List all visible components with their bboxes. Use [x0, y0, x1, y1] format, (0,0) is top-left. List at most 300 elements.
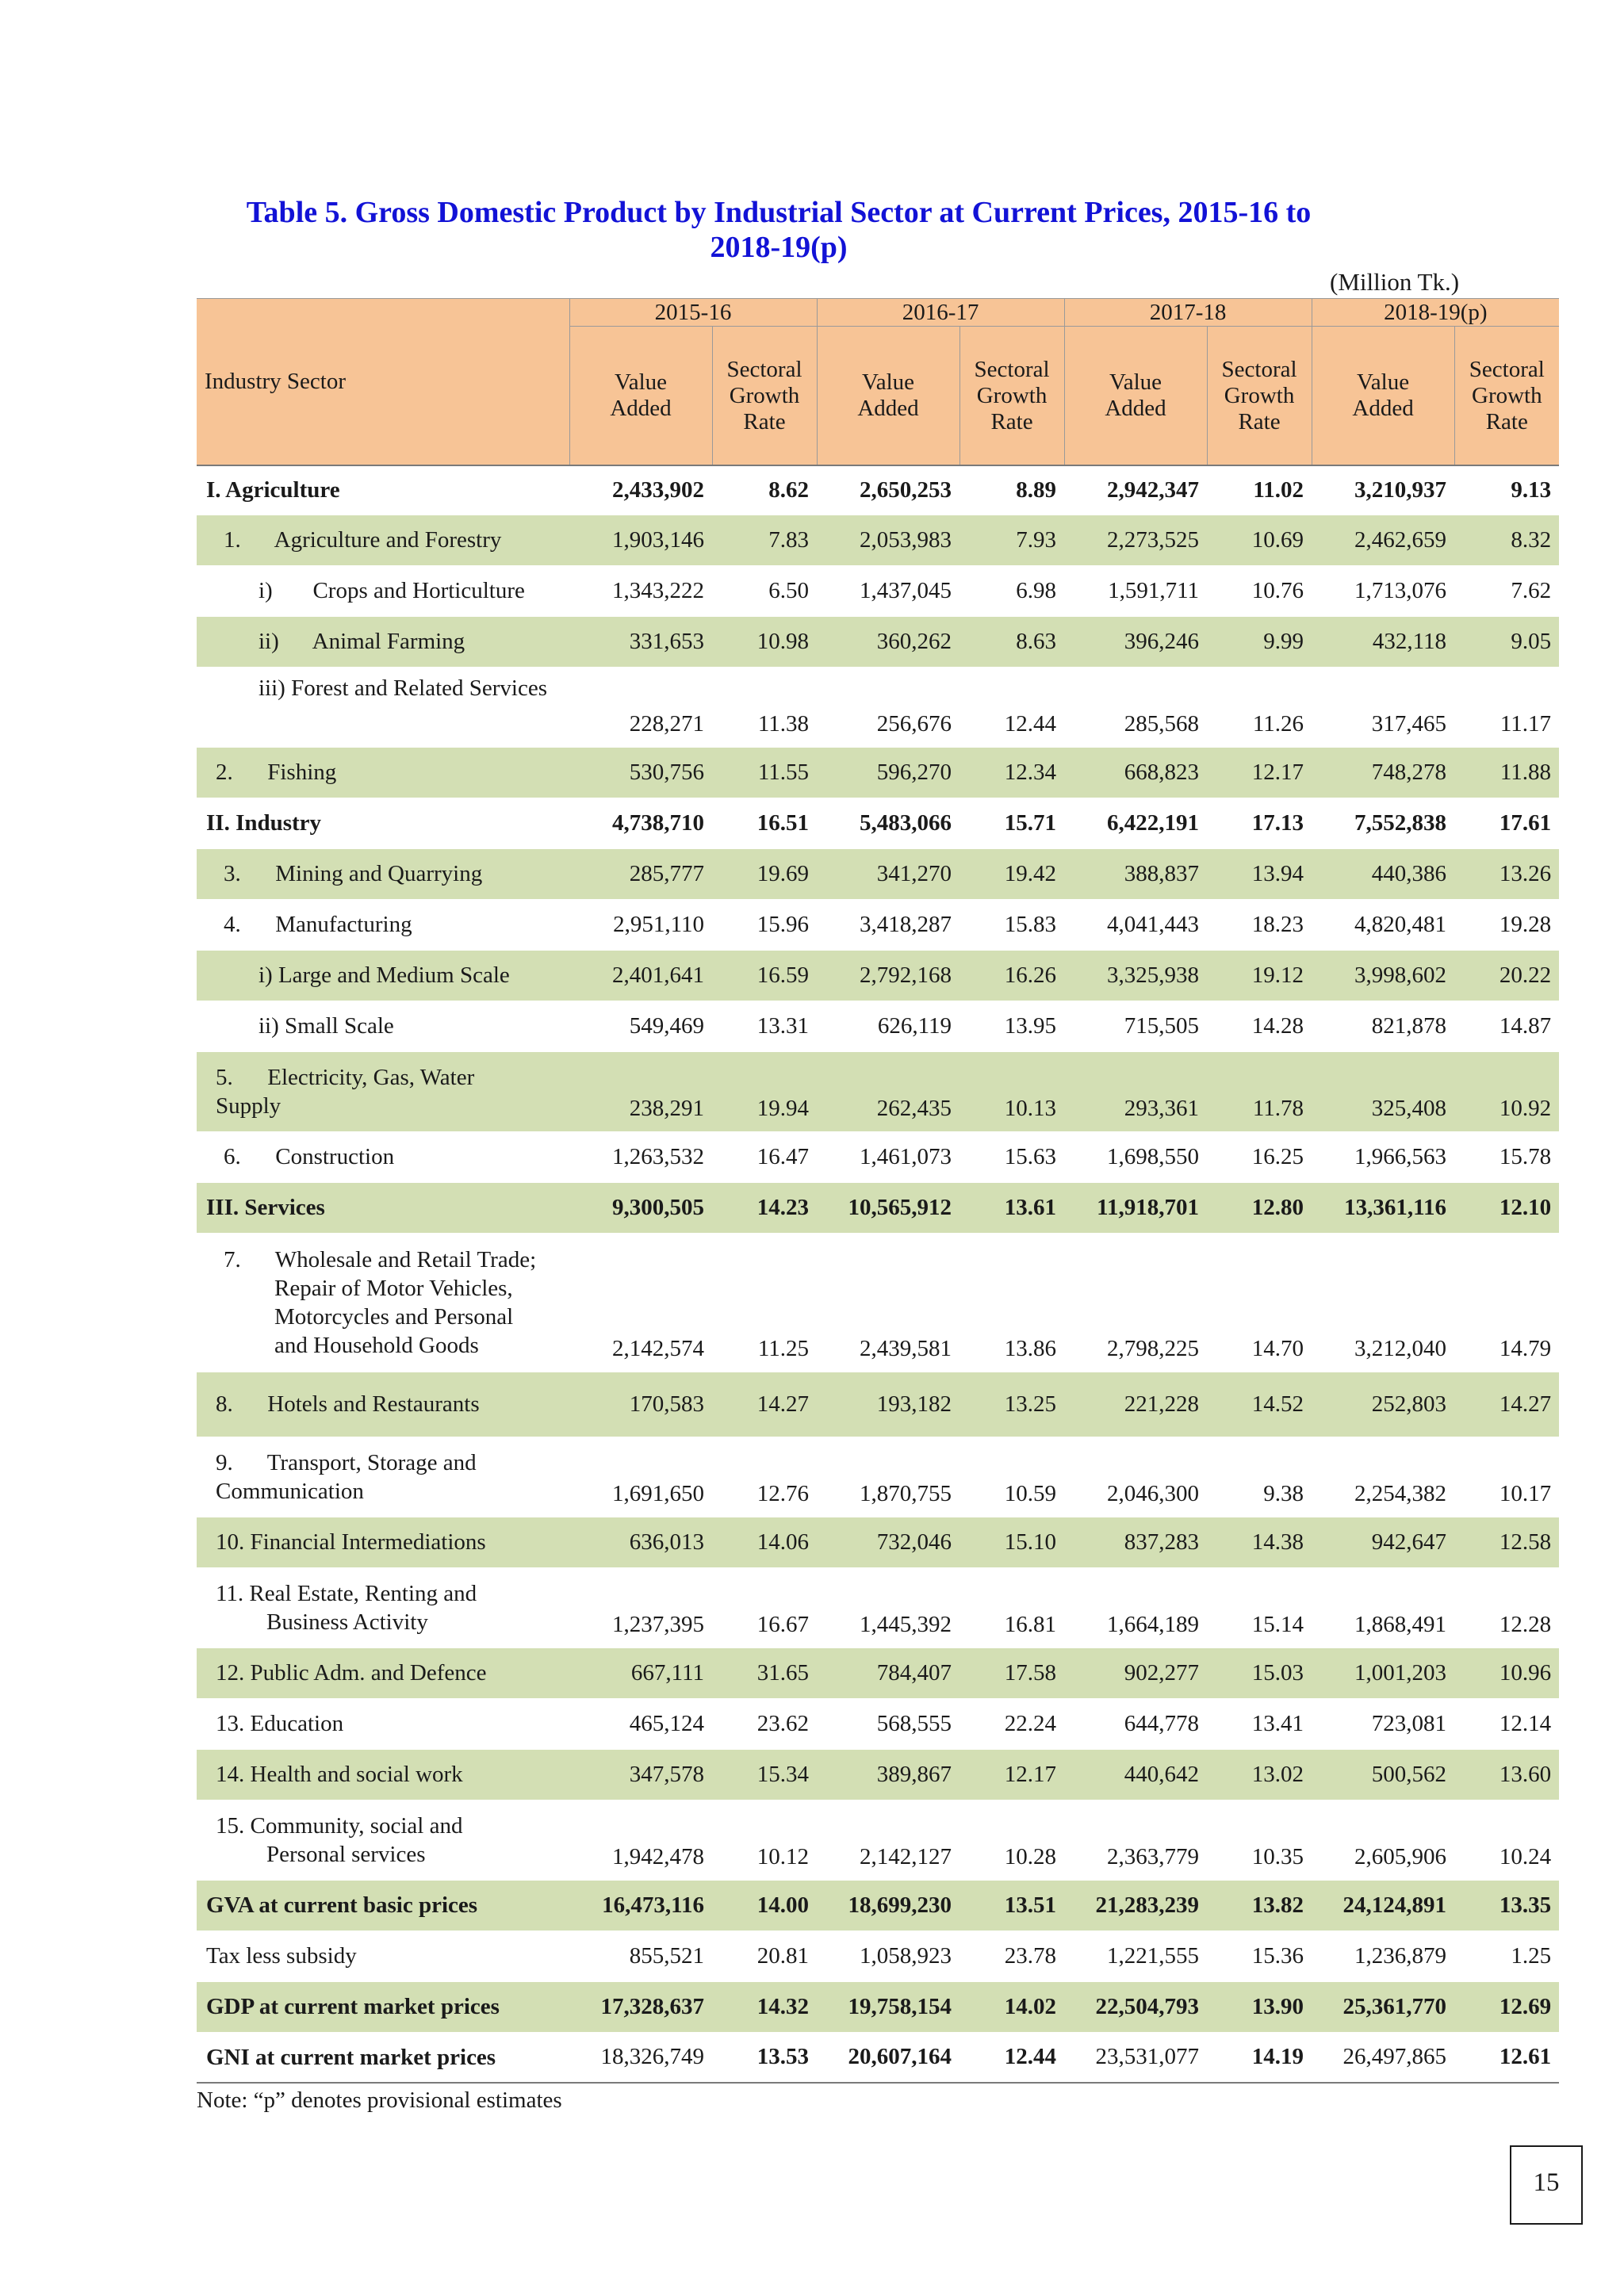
- growth-rate-cell: 9.05: [1454, 616, 1559, 667]
- industry-sector-label: 12. Public Adm. and Defence: [216, 1660, 487, 1686]
- value-added-cell: 530,756: [569, 747, 712, 798]
- industry-sector-label-continued: Business Activity: [266, 1609, 428, 1635]
- table-row: [197, 1182, 1559, 1233]
- growth-rate-cell: 16.59: [712, 950, 817, 1001]
- table-row: [197, 1517, 1559, 1567]
- value-added-cell: 17,328,637: [569, 1981, 712, 2032]
- growth-rate-cell: 13.95: [959, 1001, 1064, 1051]
- value-added-cell: 2,142,574: [569, 1233, 712, 1372]
- column-header-value-added: Value Added: [1064, 327, 1207, 466]
- value-added-cell: 4,738,710: [569, 798, 712, 848]
- value-added-cell: 1,058,923: [817, 1931, 959, 1981]
- growth-rate-cell: 17.61: [1454, 798, 1559, 848]
- growth-rate-cell: 12.61: [1454, 2032, 1559, 2083]
- value-added-cell: 6,422,191: [1064, 798, 1207, 848]
- growth-rate-cell: 12.76: [712, 1437, 817, 1517]
- industry-sector-cell: [197, 616, 569, 667]
- industry-sector-cell: [197, 515, 569, 565]
- column-header-value-added: Value Added: [569, 327, 712, 466]
- table-row: [197, 1647, 1559, 1698]
- value-added-cell: 388,837: [1064, 848, 1207, 899]
- growth-rate-cell: 17.13: [1207, 798, 1312, 848]
- growth-rate-cell: 14.87: [1454, 1001, 1559, 1051]
- value-added-cell: 1,664,189: [1064, 1567, 1207, 1647]
- value-added-cell: 2,254,382: [1312, 1437, 1454, 1517]
- table-row: [197, 1880, 1559, 1931]
- growth-rate-cell: 15.34: [712, 1749, 817, 1800]
- industry-sector-cell: [197, 1749, 569, 1800]
- growth-rate-cell: 14.27: [712, 1372, 817, 1437]
- growth-rate-cell: 6.50: [712, 565, 817, 616]
- value-added-cell: 19,758,154: [817, 1981, 959, 2032]
- growth-rate-cell: 10.69: [1207, 515, 1312, 565]
- value-added-cell: 21,283,239: [1064, 1880, 1207, 1931]
- growth-rate-cell: 12.17: [1207, 747, 1312, 798]
- value-added-cell: 2,462,659: [1312, 515, 1454, 565]
- industry-sector-cell: [197, 1647, 569, 1698]
- industry-sector-label: GNI at current market prices: [206, 2044, 496, 2070]
- value-added-cell: 732,046: [817, 1517, 959, 1567]
- growth-rate-cell: 13.25: [959, 1372, 1064, 1437]
- industry-sector-label-continued: Communication: [216, 1478, 364, 1504]
- value-added-cell: 821,878: [1312, 1001, 1454, 1051]
- value-added-cell: 13,361,116: [1312, 1182, 1454, 1233]
- growth-rate-cell: 10.13: [959, 1051, 1064, 1131]
- industry-sector-label: 4. Manufacturing: [224, 912, 412, 937]
- industry-sector-label: 9. Transport, Storage and: [216, 1449, 477, 1475]
- value-added-cell: 23,531,077: [1064, 2032, 1207, 2083]
- growth-rate-cell: 20.22: [1454, 950, 1559, 1001]
- table-title: [197, 195, 1361, 265]
- column-header-growth-rate: Sectoral Growth Rate: [1454, 327, 1559, 466]
- industry-sector-cell: [197, 565, 569, 616]
- value-added-cell: 360,262: [817, 616, 959, 667]
- growth-rate-cell: 13.26: [1454, 848, 1559, 899]
- value-added-cell: 1,591,711: [1064, 565, 1207, 616]
- growth-rate-cell: 16.81: [959, 1567, 1064, 1647]
- growth-rate-cell: 14.52: [1207, 1372, 1312, 1437]
- year-header-2017-18: 2017-18: [1064, 299, 1312, 327]
- table-row: [197, 2032, 1559, 2083]
- growth-rate-cell: 8.63: [959, 616, 1064, 667]
- growth-rate-cell: 6.98: [959, 565, 1064, 616]
- table-row: [197, 1372, 1559, 1437]
- value-added-cell: 2,053,983: [817, 515, 959, 565]
- year-header-row: [197, 299, 1559, 327]
- value-added-cell: 715,505: [1064, 1001, 1207, 1051]
- value-added-cell: 1,236,879: [1312, 1931, 1454, 1981]
- growth-rate-cell: 11.02: [1207, 465, 1312, 515]
- value-added-cell: 2,046,300: [1064, 1437, 1207, 1517]
- value-added-cell: 855,521: [569, 1931, 712, 1981]
- growth-rate-cell: 14.00: [712, 1880, 817, 1931]
- growth-rate-cell: 13.60: [1454, 1749, 1559, 1800]
- value-added-cell: 228,271: [569, 667, 712, 747]
- growth-rate-cell: 14.06: [712, 1517, 817, 1567]
- industry-sector-label: iii) Forest and Related Services: [259, 675, 548, 701]
- value-added-cell: 221,228: [1064, 1372, 1207, 1437]
- growth-rate-cell: 12.34: [959, 747, 1064, 798]
- value-added-cell: 1,001,203: [1312, 1647, 1454, 1698]
- value-added-cell: 22,504,793: [1064, 1981, 1207, 2032]
- value-added-cell: 1,437,045: [817, 565, 959, 616]
- growth-rate-cell: 14.23: [712, 1182, 817, 1233]
- industry-sector-cell: [197, 1800, 569, 1880]
- growth-rate-cell: 15.36: [1207, 1931, 1312, 1981]
- growth-rate-cell: 12.44: [959, 2032, 1064, 2083]
- column-header-growth-rate: Sectoral Growth Rate: [1207, 327, 1312, 466]
- growth-rate-cell: 15.71: [959, 798, 1064, 848]
- growth-rate-cell: 10.96: [1454, 1647, 1559, 1698]
- growth-rate-cell: 12.10: [1454, 1182, 1559, 1233]
- industry-sector-cell: [197, 1001, 569, 1051]
- industry-sector-cell: [197, 747, 569, 798]
- growth-rate-cell: 13.90: [1207, 1981, 1312, 2032]
- table-row: [197, 1233, 1559, 1372]
- value-added-cell: 644,778: [1064, 1698, 1207, 1749]
- growth-rate-cell: 12.69: [1454, 1981, 1559, 2032]
- value-added-cell: 2,273,525: [1064, 515, 1207, 565]
- industry-sector-label: I. Agriculture: [206, 477, 340, 503]
- growth-rate-cell: 18.23: [1207, 899, 1312, 950]
- value-added-cell: 25,361,770: [1312, 1981, 1454, 2032]
- growth-rate-cell: 14.02: [959, 1981, 1064, 2032]
- value-added-cell: 293,361: [1064, 1051, 1207, 1131]
- growth-rate-cell: 17.58: [959, 1647, 1064, 1698]
- table-row: [197, 1981, 1559, 2032]
- growth-rate-cell: 9.38: [1207, 1437, 1312, 1517]
- table-row: [197, 565, 1559, 616]
- growth-rate-cell: 14.28: [1207, 1001, 1312, 1051]
- column-header-value-added: Value Added: [1312, 327, 1454, 466]
- industry-sector-label-continued: Repair of Motor Vehicles,: [274, 1275, 513, 1301]
- industry-sector-label: 8. Hotels and Restaurants: [216, 1391, 480, 1417]
- growth-rate-cell: 12.44: [959, 667, 1064, 747]
- value-added-cell: 18,699,230: [817, 1880, 959, 1931]
- value-added-cell: 2,142,127: [817, 1800, 959, 1880]
- table-row: [197, 616, 1559, 667]
- growth-rate-cell: 10.59: [959, 1437, 1064, 1517]
- value-added-cell: 4,041,443: [1064, 899, 1207, 950]
- value-added-cell: 2,433,902: [569, 465, 712, 515]
- value-added-cell: 1,870,755: [817, 1437, 959, 1517]
- value-added-cell: 1,691,650: [569, 1437, 712, 1517]
- growth-rate-cell: 10.24: [1454, 1800, 1559, 1880]
- industry-sector-label-continued: Motorcycles and Personal: [274, 1303, 514, 1330]
- value-added-cell: 325,408: [1312, 1051, 1454, 1131]
- industry-sector-label: 1. Agriculture and Forestry: [224, 527, 502, 553]
- growth-rate-cell: 14.27: [1454, 1372, 1559, 1437]
- industry-sector-label: i) Crops and Horticulture: [259, 578, 525, 603]
- year-header-2015-16: 2015-16: [569, 299, 817, 327]
- industry-sector-label: II. Industry: [206, 810, 322, 836]
- industry-sector-cell: [197, 1567, 569, 1647]
- value-added-cell: 748,278: [1312, 747, 1454, 798]
- value-added-cell: 1,713,076: [1312, 565, 1454, 616]
- value-added-cell: 2,439,581: [817, 1233, 959, 1372]
- table-row: [197, 1931, 1559, 1981]
- value-added-cell: 389,867: [817, 1749, 959, 1800]
- value-added-cell: 440,642: [1064, 1749, 1207, 1800]
- industry-sector-label: Tax less subsidy: [206, 1943, 357, 1969]
- industry-sector-label: GVA at current basic prices: [206, 1892, 478, 1918]
- gdp-table: [197, 298, 1559, 2084]
- growth-rate-cell: 12.80: [1207, 1182, 1312, 1233]
- industry-sector-cell: [197, 1880, 569, 1931]
- footnote: Note: “p” denotes provisional estimates: [197, 2087, 562, 2113]
- growth-rate-cell: 15.96: [712, 899, 817, 950]
- value-added-cell: 10,565,912: [817, 1182, 959, 1233]
- value-added-cell: 1,942,478: [569, 1800, 712, 1880]
- growth-rate-cell: 10.28: [959, 1800, 1064, 1880]
- table-row: [197, 1698, 1559, 1749]
- industry-sector-label: ii) Small Scale: [259, 1013, 394, 1039]
- growth-rate-cell: 7.83: [712, 515, 817, 565]
- growth-rate-cell: 23.62: [712, 1698, 817, 1749]
- industry-sector-label: ii) Animal Farming: [259, 629, 465, 654]
- table-row: [197, 667, 1559, 747]
- value-added-cell: 2,363,779: [1064, 1800, 1207, 1880]
- growth-rate-cell: 19.28: [1454, 899, 1559, 950]
- table-row: [197, 798, 1559, 848]
- table-row: [197, 465, 1559, 515]
- value-added-cell: 1,868,491: [1312, 1567, 1454, 1647]
- growth-rate-cell: 11.78: [1207, 1051, 1312, 1131]
- growth-rate-cell: 15.83: [959, 899, 1064, 950]
- growth-rate-cell: 14.79: [1454, 1233, 1559, 1372]
- table-row: [197, 1749, 1559, 1800]
- industry-sector-cell: [197, 899, 569, 950]
- growth-rate-cell: 10.76: [1207, 565, 1312, 616]
- value-added-cell: 1,698,550: [1064, 1131, 1207, 1182]
- value-added-cell: 626,119: [817, 1001, 959, 1051]
- value-added-cell: 16,473,116: [569, 1880, 712, 1931]
- table-row: [197, 1131, 1559, 1182]
- growth-rate-cell: 7.62: [1454, 565, 1559, 616]
- growth-rate-cell: 19.94: [712, 1051, 817, 1131]
- growth-rate-cell: 16.67: [712, 1567, 817, 1647]
- industry-sector-cell: [197, 667, 569, 747]
- growth-rate-cell: 9.13: [1454, 465, 1559, 515]
- table-row: [197, 848, 1559, 899]
- value-added-cell: 2,951,110: [569, 899, 712, 950]
- growth-rate-cell: 8.89: [959, 465, 1064, 515]
- table-title-line-1: Table 5. Gross Domestic Product by Industrial Sector at Current Prices, 2015-16 to: [246, 196, 1312, 229]
- value-added-cell: 3,998,602: [1312, 950, 1454, 1001]
- growth-rate-cell: 9.99: [1207, 616, 1312, 667]
- column-header-growth-rate: Sectoral Growth Rate: [712, 327, 817, 466]
- growth-rate-cell: 8.62: [712, 465, 817, 515]
- industry-sector-label: GDP at current market prices: [206, 1994, 500, 2019]
- growth-rate-cell: 13.31: [712, 1001, 817, 1051]
- value-added-cell: 26,497,865: [1312, 2032, 1454, 2083]
- column-header-value-added: Value Added: [817, 327, 959, 466]
- value-added-cell: 347,578: [569, 1749, 712, 1800]
- industry-sector-label: III. Services: [206, 1195, 325, 1220]
- growth-rate-cell: 13.41: [1207, 1698, 1312, 1749]
- industry-sector-cell: [197, 465, 569, 515]
- growth-rate-cell: 23.78: [959, 1931, 1064, 1981]
- growth-rate-cell: 19.12: [1207, 950, 1312, 1001]
- table-row: [197, 899, 1559, 950]
- value-added-cell: 7,552,838: [1312, 798, 1454, 848]
- year-header-2016-17: 2016-17: [817, 299, 1064, 327]
- value-added-cell: 440,386: [1312, 848, 1454, 899]
- value-added-cell: 9,300,505: [569, 1182, 712, 1233]
- value-added-cell: 2,401,641: [569, 950, 712, 1001]
- value-added-cell: 2,792,168: [817, 950, 959, 1001]
- industry-sector-label: 13. Education: [216, 1711, 344, 1736]
- value-added-cell: 668,823: [1064, 747, 1207, 798]
- table-row: [197, 515, 1559, 565]
- growth-rate-cell: 11.17: [1454, 667, 1559, 747]
- growth-rate-cell: 31.65: [712, 1647, 817, 1698]
- growth-rate-cell: 13.82: [1207, 1880, 1312, 1931]
- value-added-cell: 837,283: [1064, 1517, 1207, 1567]
- industry-sector-cell: [197, 950, 569, 1001]
- value-added-cell: 465,124: [569, 1698, 712, 1749]
- value-added-cell: 2,798,225: [1064, 1233, 1207, 1372]
- value-added-cell: 667,111: [569, 1647, 712, 1698]
- growth-rate-cell: 16.26: [959, 950, 1064, 1001]
- growth-rate-cell: 12.14: [1454, 1698, 1559, 1749]
- growth-rate-cell: 20.81: [712, 1931, 817, 1981]
- growth-rate-cell: 15.10: [959, 1517, 1064, 1567]
- value-added-cell: 24,124,891: [1312, 1880, 1454, 1931]
- value-added-cell: 256,676: [817, 667, 959, 747]
- growth-rate-cell: 15.78: [1454, 1131, 1559, 1182]
- value-added-cell: 1,237,395: [569, 1567, 712, 1647]
- industry-sector-cell: [197, 1437, 569, 1517]
- value-added-cell: 317,465: [1312, 667, 1454, 747]
- growth-rate-cell: 14.70: [1207, 1233, 1312, 1372]
- table-row: [197, 1800, 1559, 1880]
- growth-rate-cell: 12.28: [1454, 1567, 1559, 1647]
- value-added-cell: 3,212,040: [1312, 1233, 1454, 1372]
- industry-sector-label: 5. Electricity, Gas, Water: [216, 1064, 475, 1090]
- value-added-cell: 1,461,073: [817, 1131, 959, 1182]
- value-added-cell: 2,605,906: [1312, 1800, 1454, 1880]
- industry-sector-label: 11. Real Estate, Renting and: [216, 1580, 477, 1606]
- industry-sector-cell: [197, 1981, 569, 2032]
- value-added-cell: 636,013: [569, 1517, 712, 1567]
- value-added-cell: 5,483,066: [817, 798, 959, 848]
- unit-label: (Million Tk.): [1330, 268, 1460, 296]
- industry-sector-label-continued: Personal services: [266, 1841, 426, 1867]
- value-added-cell: 3,325,938: [1064, 950, 1207, 1001]
- value-added-cell: 1,445,392: [817, 1567, 959, 1647]
- value-added-cell: 238,291: [569, 1051, 712, 1131]
- table-title-line-2: 2018-19(p): [710, 231, 848, 264]
- value-added-cell: 902,277: [1064, 1647, 1207, 1698]
- industry-sector-label: i) Large and Medium Scale: [259, 962, 510, 988]
- growth-rate-cell: 15.14: [1207, 1567, 1312, 1647]
- table-row: [197, 1437, 1559, 1517]
- industry-sector-cell: [197, 1372, 569, 1437]
- value-added-cell: 396,246: [1064, 616, 1207, 667]
- growth-rate-cell: 11.25: [712, 1233, 817, 1372]
- growth-rate-cell: 13.02: [1207, 1749, 1312, 1800]
- table-row: [197, 1051, 1559, 1131]
- growth-rate-cell: 13.53: [712, 2032, 817, 2083]
- industry-sector-label-continued: Supply: [216, 1093, 282, 1119]
- growth-rate-cell: 16.25: [1207, 1131, 1312, 1182]
- value-added-cell: 3,418,287: [817, 899, 959, 950]
- value-added-cell: 942,647: [1312, 1517, 1454, 1567]
- year-header-2018-19: 2018-19(p): [1312, 299, 1559, 327]
- value-added-cell: 193,182: [817, 1372, 959, 1437]
- industry-sector-cell: [197, 798, 569, 848]
- growth-rate-cell: 15.03: [1207, 1647, 1312, 1698]
- value-added-cell: 1,903,146: [569, 515, 712, 565]
- growth-rate-cell: 16.47: [712, 1131, 817, 1182]
- growth-rate-cell: 11.38: [712, 667, 817, 747]
- growth-rate-cell: 19.42: [959, 848, 1064, 899]
- value-added-cell: 18,326,749: [569, 2032, 712, 2083]
- value-added-cell: 723,081: [1312, 1698, 1454, 1749]
- industry-sector-cell: [197, 1182, 569, 1233]
- growth-rate-cell: 10.92: [1454, 1051, 1559, 1131]
- industry-sector-cell: [197, 1698, 569, 1749]
- industry-sector-cell: [197, 2032, 569, 2083]
- industry-sector-label: 10. Financial Intermediations: [216, 1529, 486, 1555]
- growth-rate-cell: 13.61: [959, 1182, 1064, 1233]
- value-added-cell: 1,221,555: [1064, 1931, 1207, 1981]
- industry-sector-label-continued: and Household Goods: [274, 1332, 479, 1358]
- industry-sector-cell: [197, 848, 569, 899]
- value-added-cell: 1,343,222: [569, 565, 712, 616]
- value-added-cell: 568,555: [817, 1698, 959, 1749]
- growth-rate-cell: 14.38: [1207, 1517, 1312, 1567]
- value-added-cell: 1,263,532: [569, 1131, 712, 1182]
- industry-sector-label: 2. Fishing: [216, 760, 337, 785]
- value-added-cell: 331,653: [569, 616, 712, 667]
- growth-rate-cell: 7.93: [959, 515, 1064, 565]
- value-added-cell: 596,270: [817, 747, 959, 798]
- value-added-cell: 3,210,937: [1312, 465, 1454, 515]
- column-header-growth-rate: Sectoral Growth Rate: [959, 327, 1064, 466]
- growth-rate-cell: 11.26: [1207, 667, 1312, 747]
- growth-rate-cell: 12.58: [1454, 1517, 1559, 1567]
- growth-rate-cell: 12.17: [959, 1749, 1064, 1800]
- growth-rate-cell: 13.51: [959, 1880, 1064, 1931]
- growth-rate-cell: 16.51: [712, 798, 817, 848]
- value-added-cell: 500,562: [1312, 1749, 1454, 1800]
- value-added-cell: 4,820,481: [1312, 899, 1454, 950]
- growth-rate-cell: 11.55: [712, 747, 817, 798]
- value-added-cell: 432,118: [1312, 616, 1454, 667]
- industry-sector-cell: [197, 1931, 569, 1981]
- growth-rate-cell: 1.25: [1454, 1931, 1559, 1981]
- industry-sector-label: 7. Wholesale and Retail Trade;: [224, 1246, 537, 1272]
- growth-rate-cell: 13.94: [1207, 848, 1312, 899]
- industry-sector-cell: [197, 1051, 569, 1131]
- table-body: [197, 465, 1559, 2083]
- value-added-cell: 11,918,701: [1064, 1182, 1207, 1233]
- page-number: 15: [1510, 2145, 1583, 2225]
- growth-rate-cell: 10.35: [1207, 1800, 1312, 1880]
- table-row: [197, 1001, 1559, 1051]
- table-row: [197, 747, 1559, 798]
- growth-rate-cell: 10.12: [712, 1800, 817, 1880]
- industry-sector-label: 3. Mining and Quarrying: [224, 861, 483, 886]
- growth-rate-cell: 13.35: [1454, 1880, 1559, 1931]
- column-header-sector: Industry Sector: [197, 299, 569, 466]
- growth-rate-cell: 19.69: [712, 848, 817, 899]
- value-added-cell: 252,803: [1312, 1372, 1454, 1437]
- growth-rate-cell: 10.17: [1454, 1437, 1559, 1517]
- table-row: [197, 950, 1559, 1001]
